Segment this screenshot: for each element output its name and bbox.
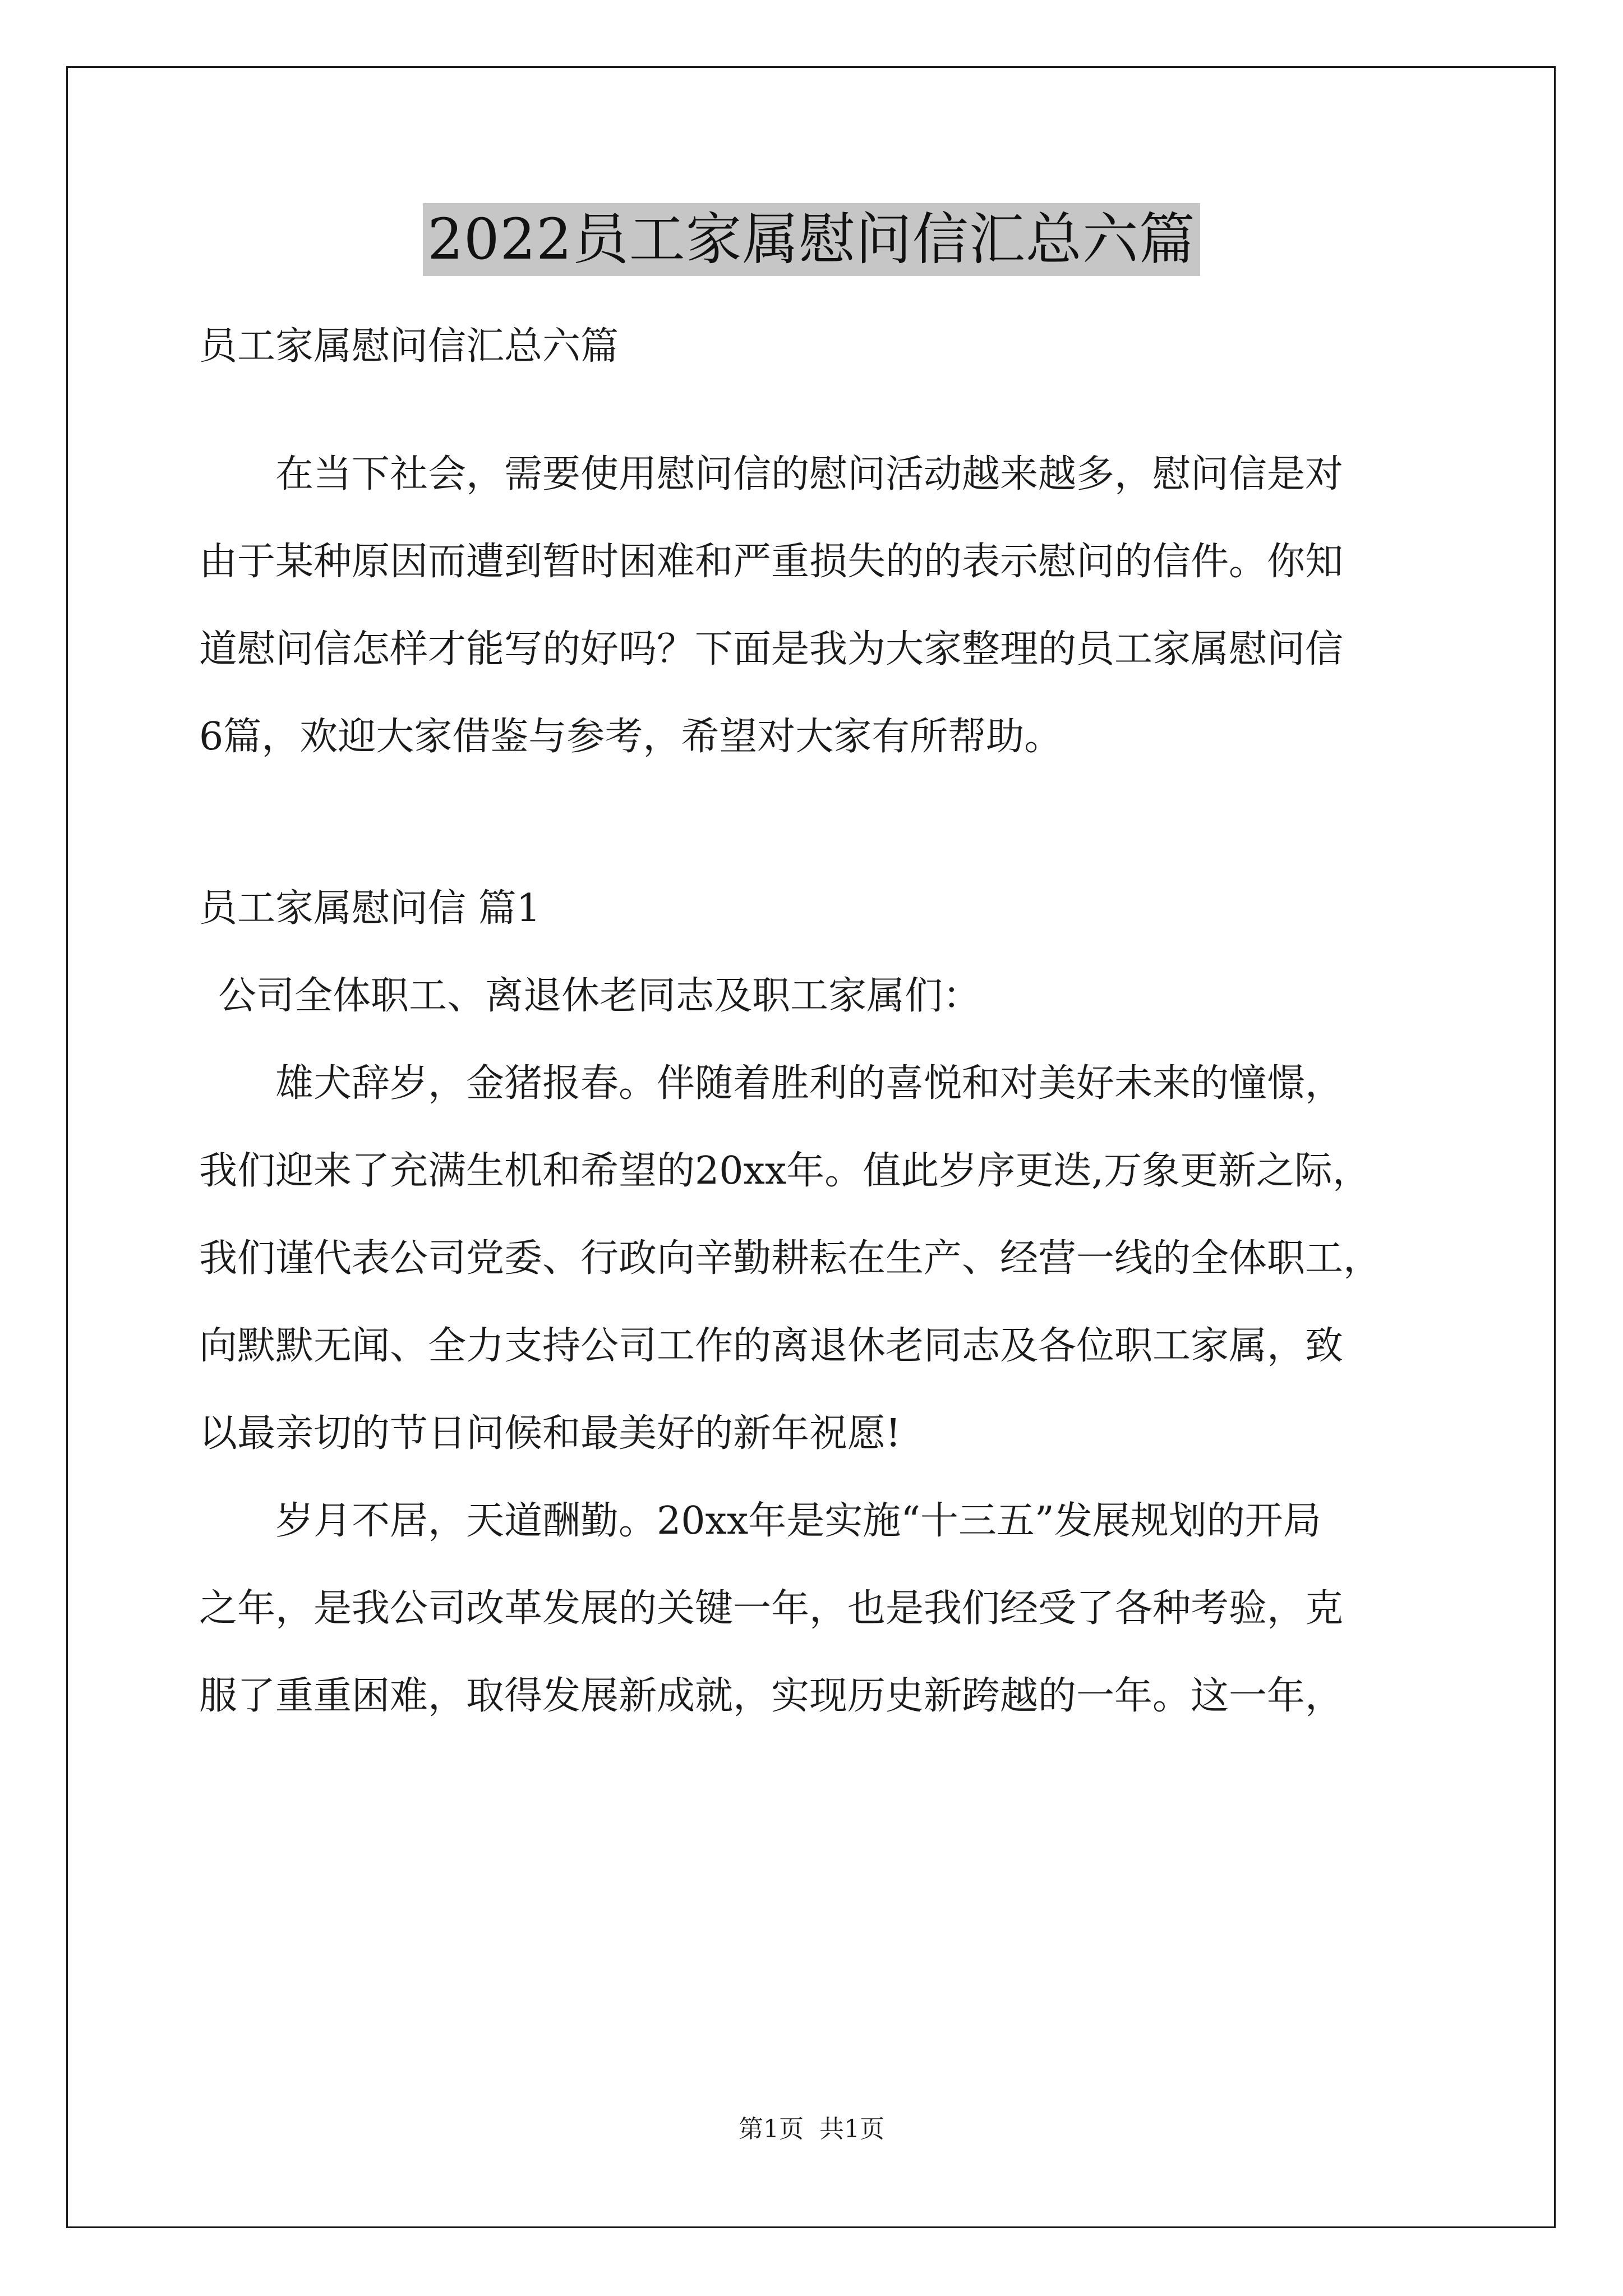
paragraph-line: 以最亲切的节日问候和最美好的新年祝愿! [199,1411,901,1456]
document-body [199,303,1433,1740]
title-container [0,203,1623,276]
intro-line: 6篇，欢迎大家借鉴与参考，希望对大家有所帮助。 [199,715,1063,759]
paragraph-line: 之年，是我公司改革发展的关键一年，也是我们经受了各种考验，克 [199,1586,1344,1631]
paragraph-line [199,1478,1433,1565]
intro-paragraph [199,431,1433,781]
document-subtitle: 员工家属慰问信汇总六篇 [199,324,619,369]
paragraph-1 [199,1040,1433,1478]
section-heading: 员工家属慰问信 篇1 [199,886,541,931]
paragraph-line: 服了重重困难，取得发展新成就，实现历史新跨越的一年。这一年， [199,1674,1344,1718]
spacer [199,390,1433,431]
page-number-total: 共1页 [819,2115,884,2143]
intro-line: 由于某种原因而遭到暂时困难和严重损失的的表示慰问的信件。你知 [199,540,1344,584]
document-title: 2022员工家属慰问信汇总六篇 [423,203,1200,276]
intro-line-text: 在当下社会，需要使用慰问信的慰问活动越来越多，慰问信是对 [275,452,1344,496]
paragraph-line [199,1040,1433,1128]
page-footer [0,2113,1623,2146]
salutation: 公司全体职工、离退休老同志及职工家属们： [218,974,981,1018]
paragraph-line-text: 雄犬辞岁，金猪报春。伴随着胜利的喜悦和对美好未来的憧憬， [275,1061,1344,1106]
paragraph-line: 向默默无闻、全力支持公司工作的离退休老同志及各位职工家属，致 [199,1324,1344,1368]
paragraph-line: 我们谨代表公司党委、行政向辛勤耕耘在生产、经营一线的全体职工， [199,1236,1382,1281]
page-number-current: 第1页 [739,2115,804,2143]
intro-line [199,431,1433,518]
paragraph-line-text: 岁月不居，天道酬勤。20xx年是实施“十三五”发展规划的开局 [275,1499,1321,1543]
spacer [199,781,1433,865]
paragraph-2 [199,1478,1433,1740]
intro-line: 道慰问信怎样才能写的好吗？下面是我为大家整理的员工家属慰问信 [199,627,1344,671]
paragraph-line: 我们迎来了充满生机和希望的20xx年。值此岁序更迭,万象更新之际， [199,1149,1371,1193]
